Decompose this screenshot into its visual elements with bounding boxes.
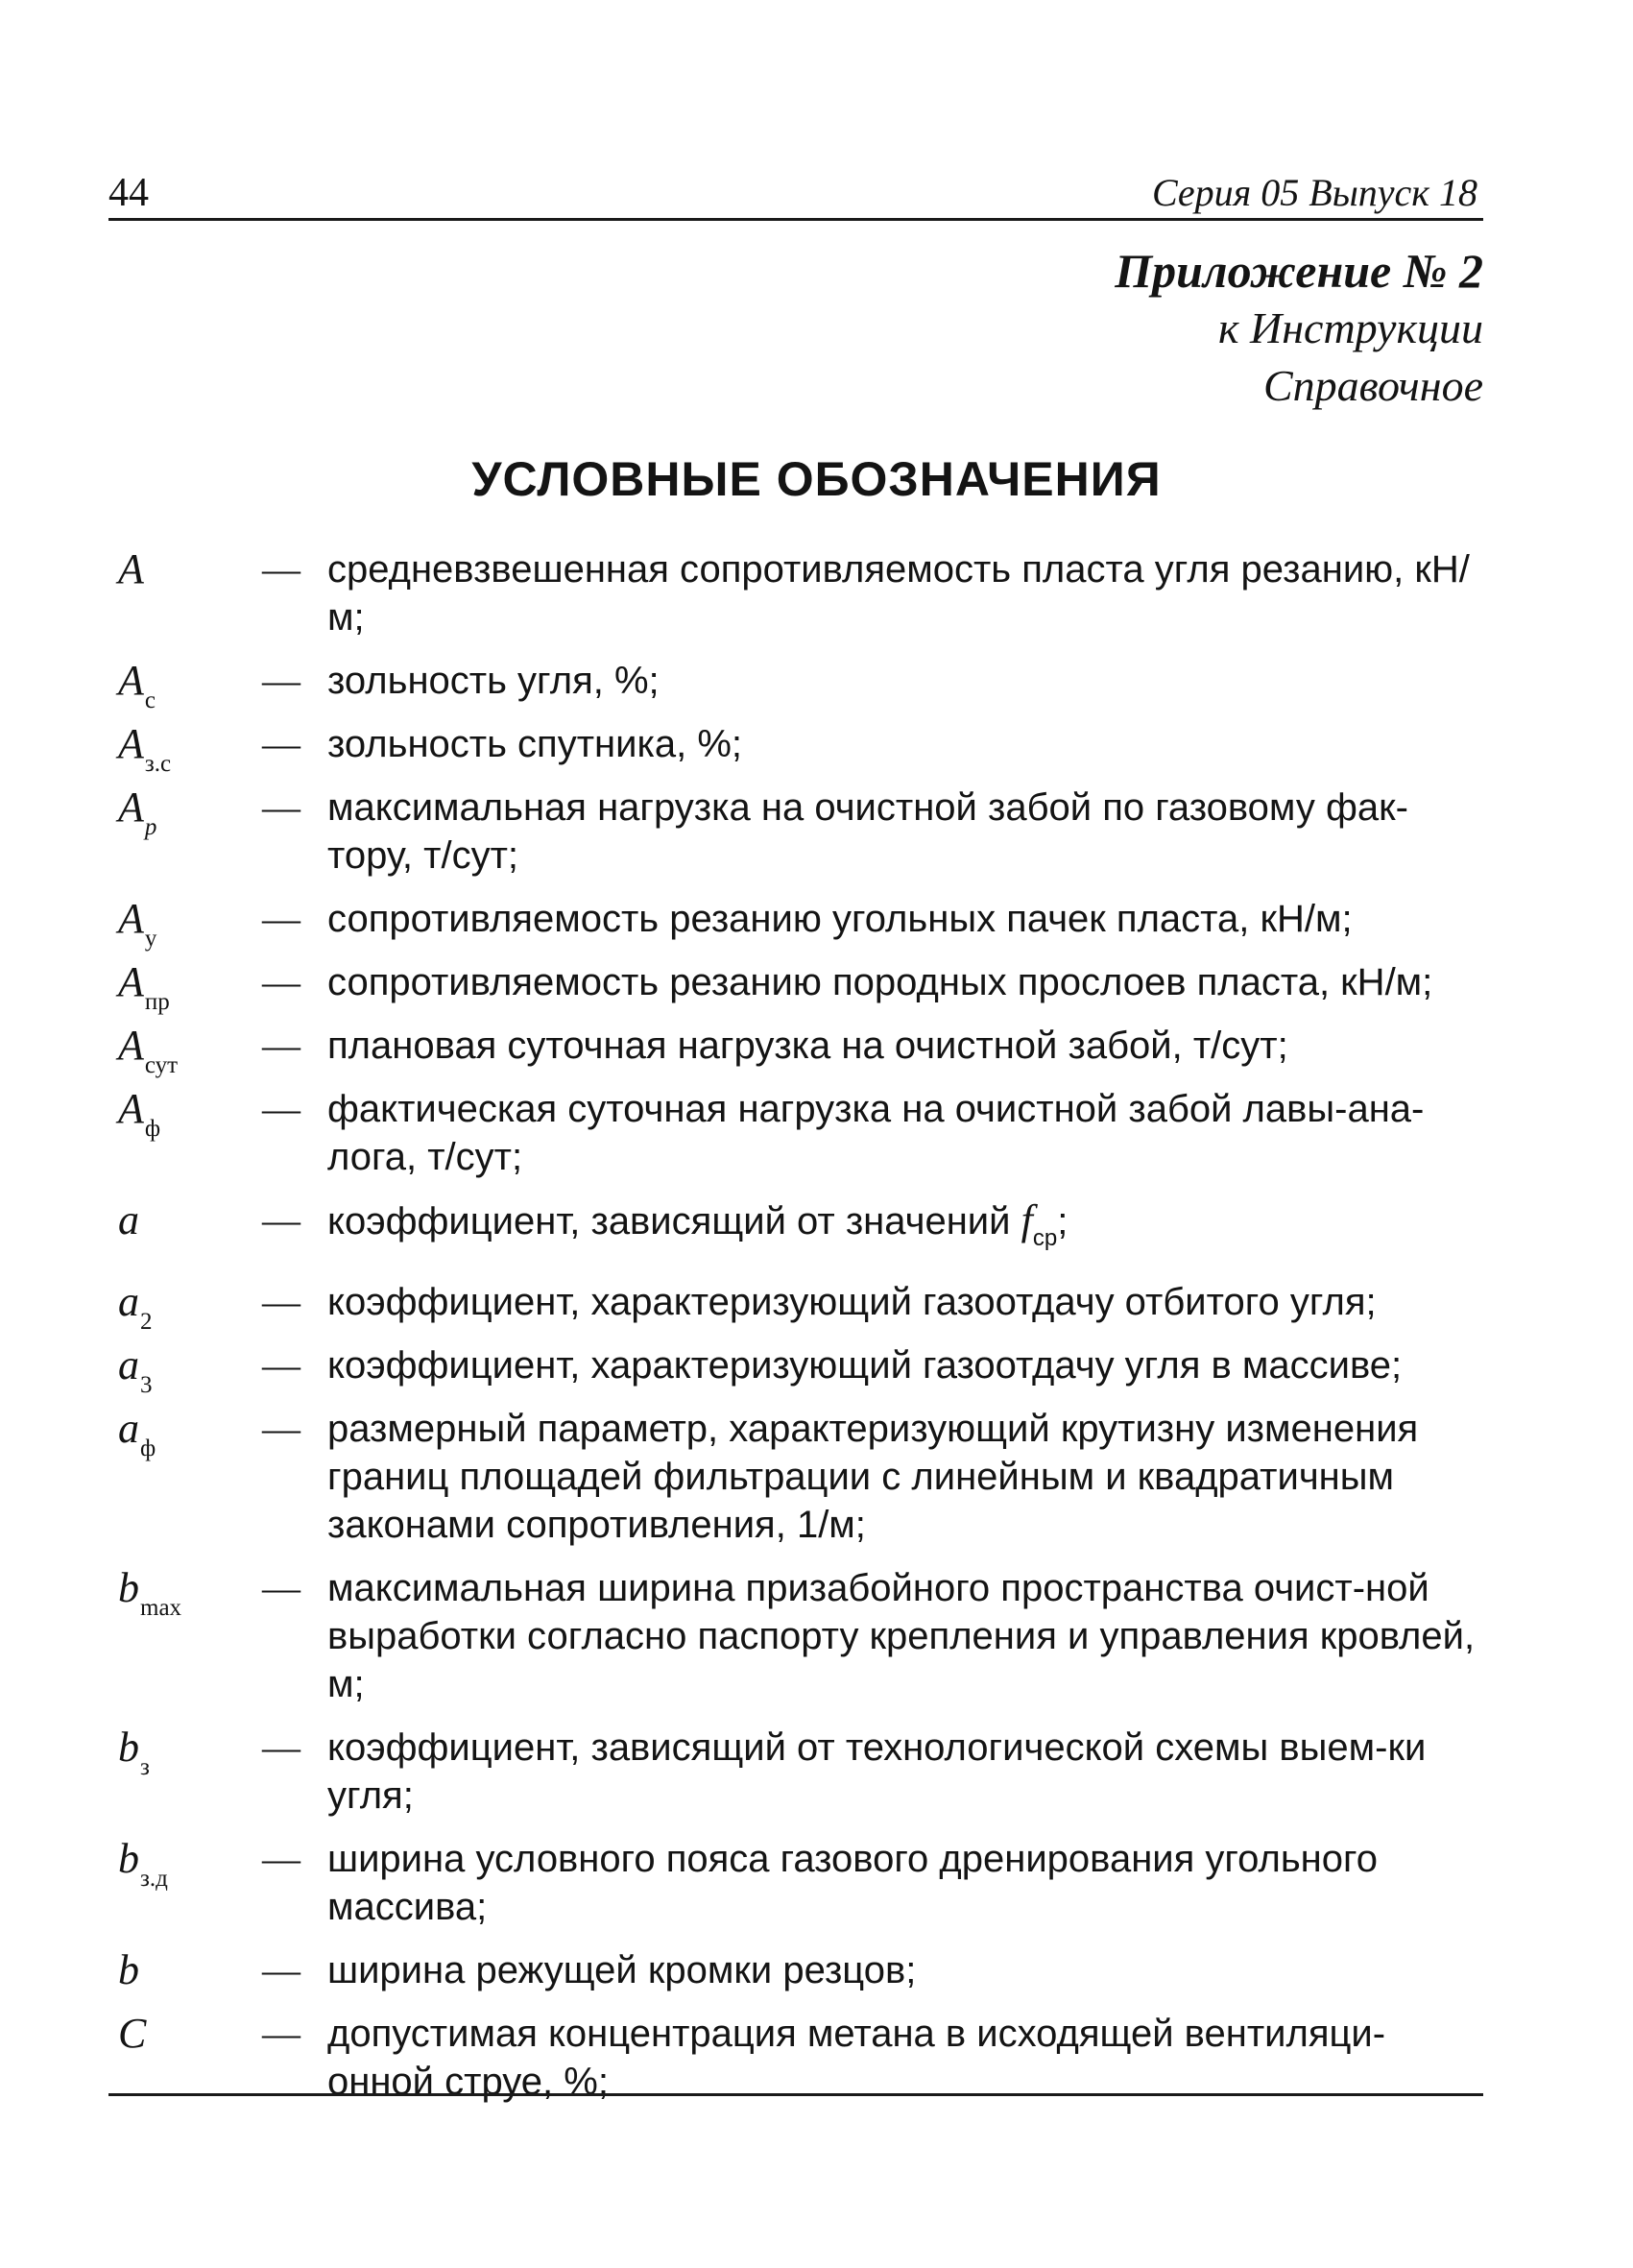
definition-symbol (118, 1196, 140, 1265)
appendix-subtitle: к Инструкции (1217, 303, 1483, 352)
definition-text: коэффициент, характеризующий газоотдачу отбитого угля; (327, 1281, 1377, 1323)
symbol-letter: b (118, 1835, 139, 1882)
symbol-subscript: пр (144, 989, 170, 1015)
definition-text: плановая суточная нагрузка на очистной забой, т/сут; (327, 1025, 1288, 1067)
symbol-letter: b (118, 1946, 139, 1993)
symbol-subscript: max (140, 1595, 182, 1621)
symbol-letter: b (118, 1724, 139, 1771)
symbol-subscript: у (144, 926, 157, 952)
definition-symbol (118, 1278, 153, 1346)
definition-text: фактическая суточная нагрузка на очистной забой лавы-ана-лога, т/сут; (327, 1088, 1425, 1178)
inline-symbol-subscript: ср (1032, 1225, 1058, 1251)
definition-row (108, 1564, 1483, 1708)
symbol-letter: A (118, 784, 144, 831)
symbol-subscript: з (140, 1754, 150, 1780)
symbol-subscript: 3 (140, 1372, 153, 1398)
symbol-subscript: з.д (140, 1866, 168, 1892)
appendix-type: Справочное (1262, 361, 1483, 410)
symbol-letter: b (118, 1564, 139, 1611)
definition-text: максимальная ширина призабойного пространства очист-ной выработки согласно паспорту крепления и управления кровлей, м; (327, 1567, 1476, 1705)
definition-dash: — (262, 897, 300, 940)
definition-symbol (118, 1835, 168, 1903)
symbol-subscript: с (144, 688, 156, 713)
definition-text: ширина режущей кромки резцов; (327, 1949, 917, 1991)
definition-row (108, 657, 1483, 713)
symbol-letter: A (118, 545, 144, 592)
definition-text-before: коэффициент, зависящий от значений (327, 1200, 1021, 1243)
definition-text: максимальная нагрузка на очистной забой по газовому фак-тору, т/сут; (327, 786, 1408, 877)
definition-dash: — (262, 1024, 300, 1067)
definition-symbol (118, 1085, 160, 1153)
definition-dash: — (262, 2012, 300, 2055)
definition-symbol (118, 1341, 153, 1410)
symbol-letter: A (118, 1022, 144, 1069)
definition-row (108, 1946, 1483, 1994)
definition-symbol (118, 1022, 178, 1090)
definition-text: ширина условного пояса газового дренирования угольного массива; (327, 1838, 1378, 1928)
definition-symbol (118, 1405, 156, 1473)
page-header (108, 168, 1483, 221)
definition-dash: — (262, 960, 300, 1003)
inline-symbol: f (1021, 1196, 1033, 1243)
symbol-letter: A (118, 1085, 144, 1132)
definition-text: коэффициент, характеризующий газоотдачу угля в массиве; (327, 1344, 1403, 1387)
symbol-letter: A (118, 895, 144, 942)
definition-symbol (118, 1724, 150, 1792)
symbol-letter: C (118, 2010, 147, 2057)
definition-row (108, 1278, 1483, 1335)
definition-symbol (118, 895, 156, 963)
section-title: УСЛОВНЫЕ ОБОЗНАЧЕНИЯ (471, 452, 1162, 506)
definitions-list (108, 545, 1483, 2121)
definition-row (108, 958, 1483, 1015)
symbol-subscript: з.с (144, 751, 172, 777)
definition-row (108, 1341, 1483, 1398)
definition-symbol (118, 784, 156, 852)
definition-symbol (118, 720, 171, 788)
symbol-subscript: p (144, 814, 157, 840)
definition-symbol (118, 657, 156, 725)
definition-dash: — (262, 785, 300, 829)
symbol-letter: A (118, 958, 144, 1005)
definition-text: средневзвешенная сопротивляемость пласта угля резанию, кН/м; (327, 548, 1470, 639)
symbol-letter: a (118, 1196, 139, 1243)
definition-symbol (118, 2010, 147, 2078)
definition-symbol (118, 1946, 140, 2015)
definition-text: зольность спутника, %; (327, 723, 742, 765)
definition-symbol (118, 1564, 181, 1632)
definition-row (108, 1085, 1483, 1181)
appendix-title: Приложение № 2 (1115, 244, 1483, 298)
definition-dash: — (262, 722, 300, 765)
definition-row (108, 784, 1483, 880)
definition-text-after: ; (1057, 1200, 1069, 1243)
definition-dash: — (262, 1280, 300, 1323)
definition-row (108, 1724, 1483, 1820)
symbol-subscript: ф (140, 1436, 156, 1461)
symbol-subscript: 2 (140, 1309, 153, 1335)
definition-row (108, 1835, 1483, 1931)
appendix-block (1115, 242, 1483, 415)
definition-text: размерный параметр, характеризующий крутизну изменения границ площадей фильтрации с линейным и квадратичным законами сопротивления, 1/м; (327, 1408, 1419, 1546)
definition-row (108, 545, 1483, 641)
symbol-subscript: сут (144, 1052, 179, 1078)
symbol-letter: a (118, 1405, 139, 1452)
definition-dash: — (262, 1407, 300, 1450)
definition-text: коэффициент, зависящий от технологической схемы выем-ки угля; (327, 1726, 1427, 1817)
definition-row (108, 2010, 1483, 2106)
definition-dash: — (262, 547, 300, 591)
definition-row (108, 1196, 1483, 1263)
definition-row (108, 1405, 1483, 1549)
definition-text: зольность угля, %; (327, 660, 660, 702)
definition-dash: — (262, 1087, 300, 1130)
definition-dash: — (262, 1343, 300, 1387)
definition-text: сопротивляемость резанию породных прослоев пласта, кН/м; (327, 961, 1433, 1003)
definition-row (108, 720, 1483, 777)
definition-text: допустимая концентрация метана в исходящей вентиляци-онной струе, %; (327, 2013, 1386, 2103)
definition-dash: — (262, 1725, 300, 1769)
definition-dash: — (262, 1566, 300, 1609)
definition-dash: — (262, 659, 300, 702)
symbol-letter: A (118, 720, 144, 767)
symbol-letter: a (118, 1278, 139, 1325)
definition-row (108, 1022, 1483, 1078)
definition-symbol (118, 545, 145, 614)
definition-dash: — (262, 1837, 300, 1880)
bottom-rule (108, 2093, 1483, 2096)
definition-dash: — (262, 1198, 300, 1242)
symbol-letter: a (118, 1341, 139, 1388)
definition-symbol (118, 958, 170, 1026)
symbol-subscript: ф (144, 1116, 161, 1142)
page-number: 44 (108, 171, 149, 215)
symbol-letter: A (118, 657, 144, 704)
definition-row (108, 895, 1483, 952)
definition-text: сопротивляемость резанию угольных пачек пласта, кН/м; (327, 898, 1353, 940)
series-label: Серия 05 Выпуск 18 (1151, 171, 1477, 214)
definition-text (327, 1196, 1483, 1263)
definition-dash: — (262, 1948, 300, 1991)
